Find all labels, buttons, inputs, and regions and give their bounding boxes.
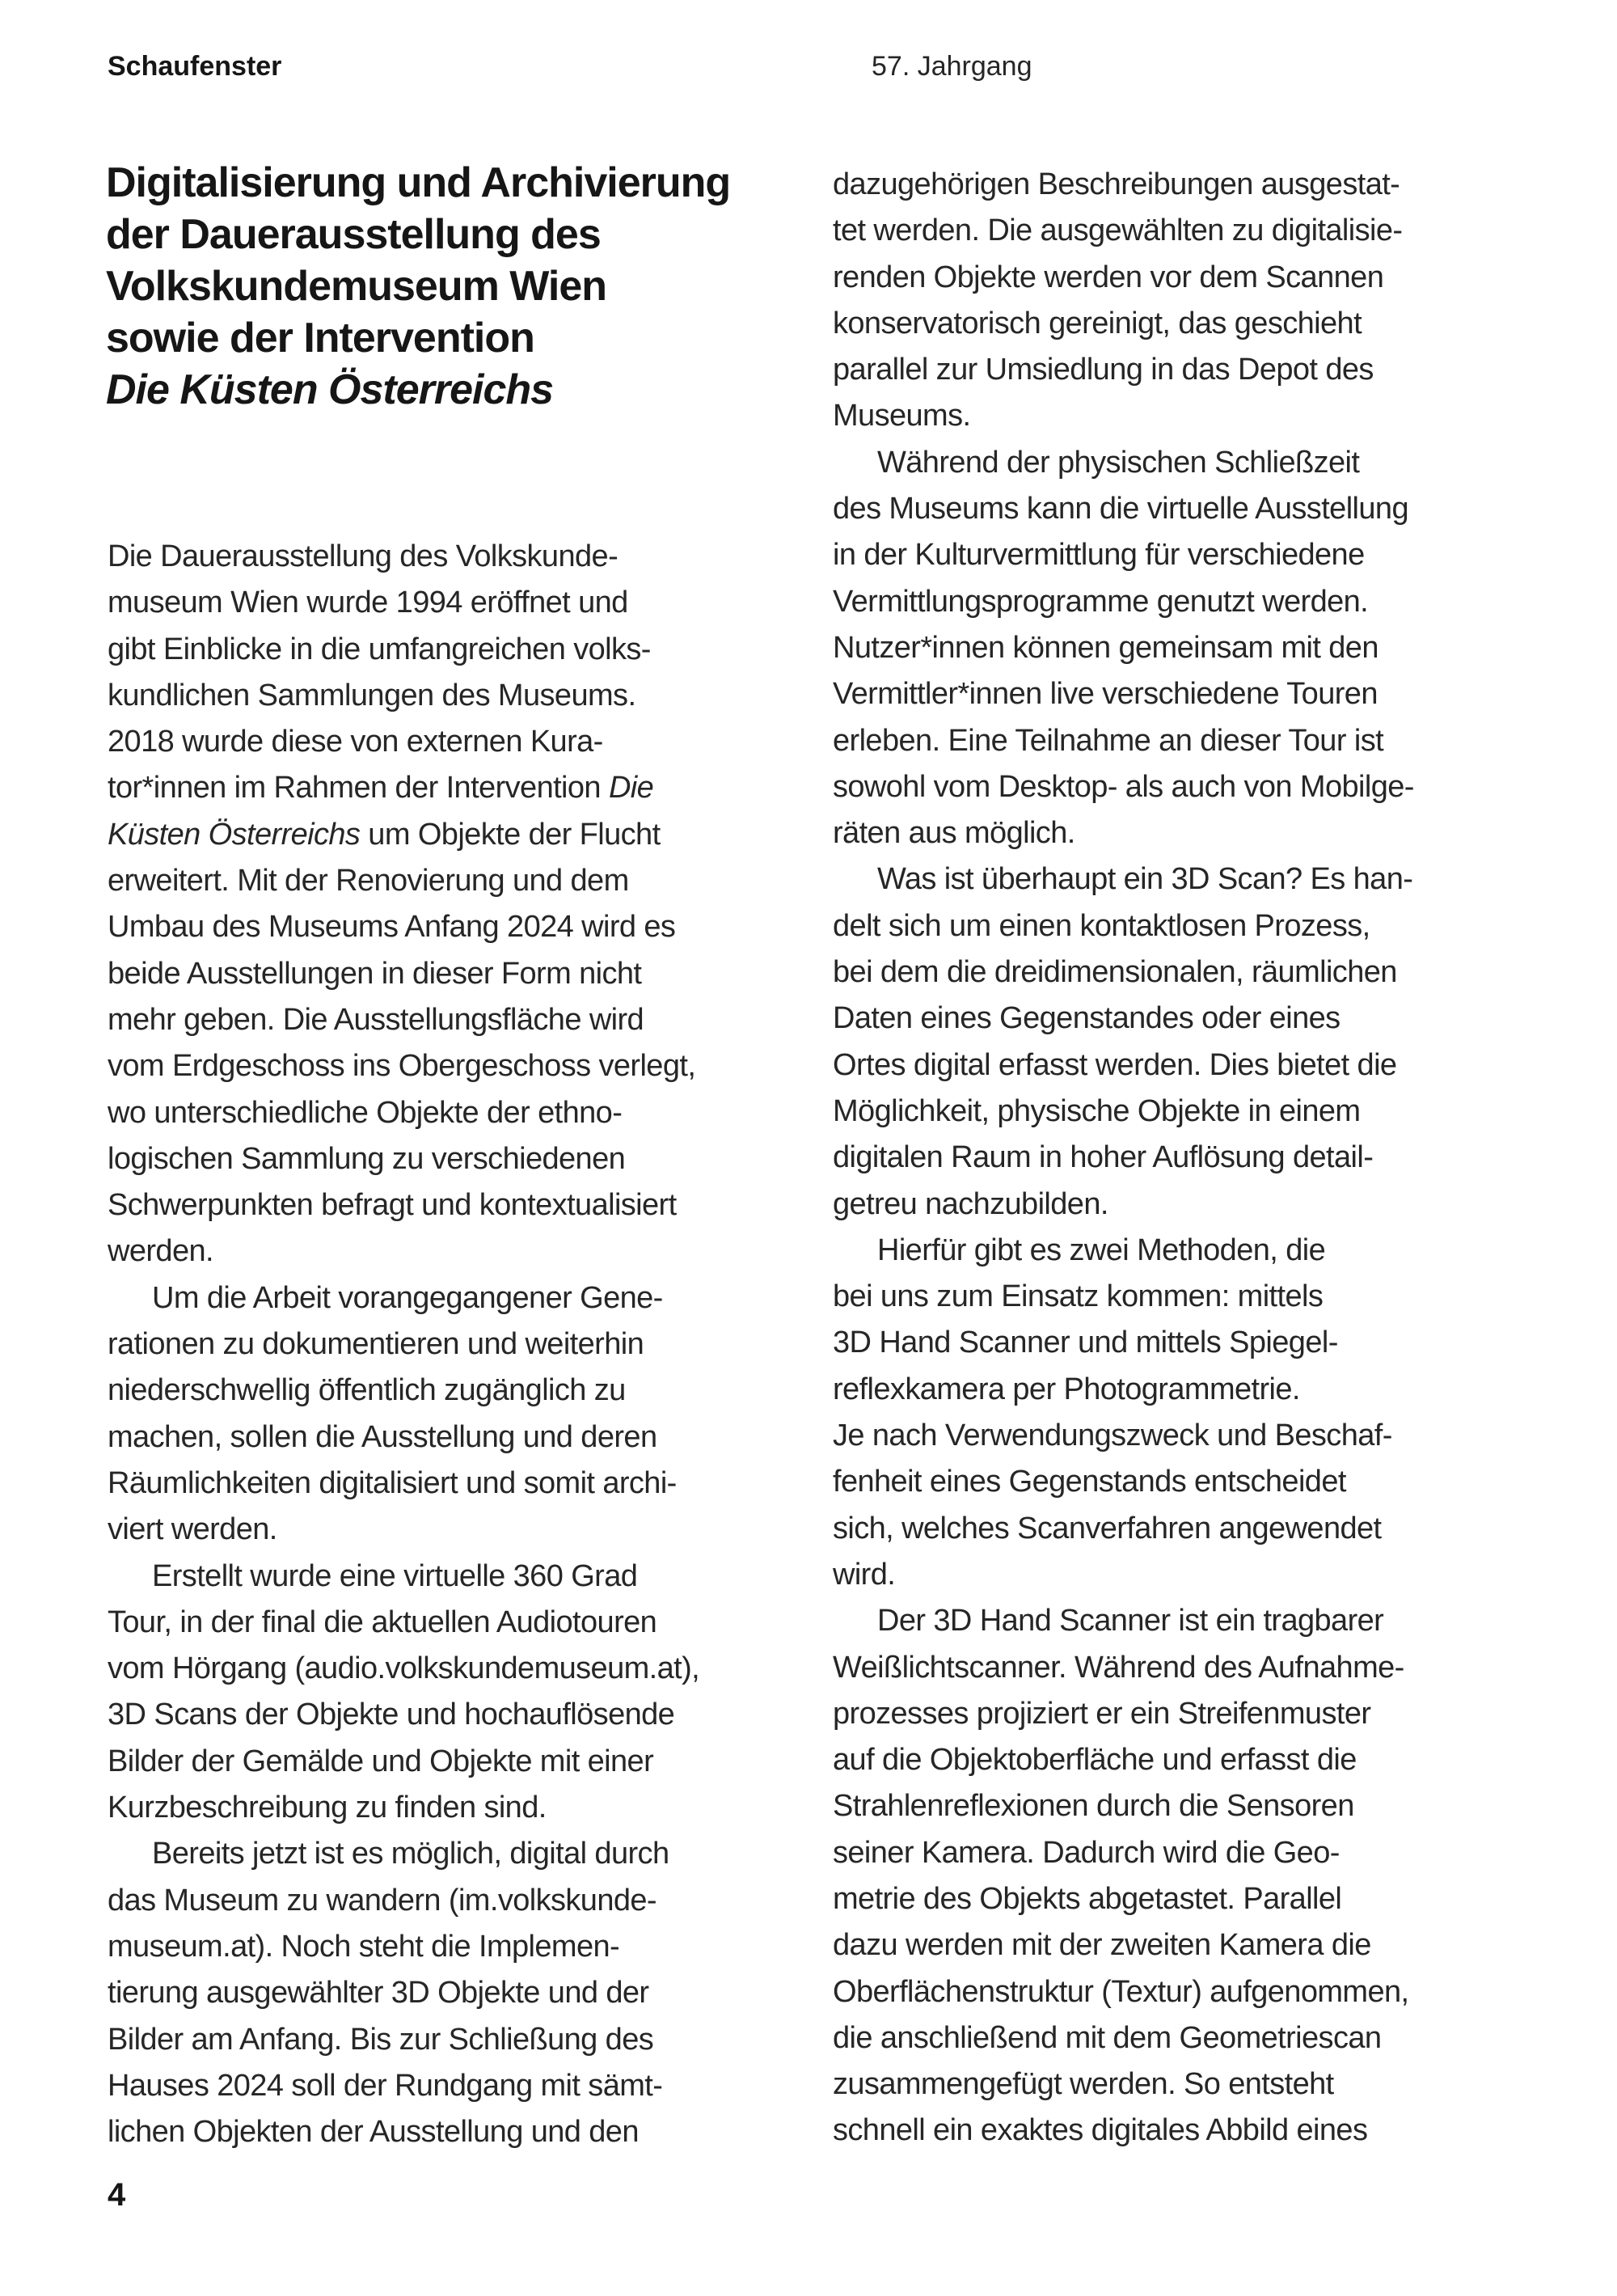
title-line: Die Küsten Österreichs: [106, 366, 554, 413]
text-line: digitalen Raum in hoher Auflösung detail-: [833, 1140, 1374, 1175]
text-line: Hauses 2024 soll der Rundgang mit sämt-: [108, 2068, 663, 2103]
text-line: Nutzer*innen können gemeinsam mit den: [833, 630, 1378, 665]
text-line: in der Kulturvermittlung für verschiedene: [833, 538, 1365, 573]
text-line: Bereits jetzt ist es möglich, digital durch: [152, 1837, 669, 1871]
text-line: Weißlichtscanner. Während des Aufnahme-: [833, 1650, 1404, 1685]
text-column-right: [833, 162, 1520, 2154]
text-line: Strahlenreflexionen durch die Sensoren: [833, 1789, 1354, 1824]
title-line: der Dauerausstellung des: [106, 211, 601, 258]
text-line: konservatorisch gereinigt, das geschieht: [833, 306, 1362, 340]
text-line: bei uns zum Einsatz kommen: mittels: [833, 1279, 1324, 1314]
text-line: erleben. Eine Teilnahme an dieser Tour ist: [833, 723, 1384, 758]
text-line: viert werden.: [108, 1512, 277, 1547]
text-line: reflexkamera per Photogrammetrie.: [833, 1372, 1300, 1406]
text-line: 3D Scans der Objekte und hochauflösende: [108, 1698, 675, 1732]
text-line: das Museum zu wandern (im.volkskunde-: [108, 1883, 657, 1918]
text-line: Bilder am Anfang. Bis zur Schließung des: [108, 2022, 654, 2057]
text-line: seiner Kamera. Dadurch wird die Geo-: [833, 1835, 1340, 1870]
text-line: auf die Objektoberfläche und erfasst die: [833, 1743, 1357, 1778]
text-line: 3D Hand Scanner und mittels Spiegel-: [833, 1326, 1338, 1360]
text-line: vom Hörgang (audio.volkskundemuseum.at),: [108, 1651, 700, 1686]
text-line: Je nach Verwendungszweck und Beschaf-: [833, 1419, 1392, 1453]
text-line: schnell ein exaktes digitales Abbild eines: [833, 2113, 1368, 2148]
article-title: [106, 157, 730, 416]
text-line: erweitert. Mit der Renovierung und dem: [108, 864, 629, 899]
text-line: dazugehörigen Beschreibungen ausgestat-: [833, 167, 1400, 201]
text-line: getreu nachzubilden.: [833, 1186, 1108, 1221]
text-line: Hierfür gibt es zwei Methoden, die: [877, 1233, 1326, 1267]
text-line: fenheit eines Gegenstands entscheidet: [833, 1465, 1346, 1499]
text-line: Umbau des Museums Anfang 2024 wird es: [108, 910, 676, 945]
text-line: mehr geben. Die Ausstellungsfläche wird: [108, 1002, 644, 1037]
text-line: Kurzbeschreibung zu finden sind.: [108, 1791, 547, 1825]
text-line: Vermittlungsprogramme genutzt werden.: [833, 584, 1369, 619]
text-line: wo unterschiedliche Objekte der ethno-: [108, 1095, 623, 1130]
text-line: des Museums kann die virtuelle Ausstellung: [833, 492, 1408, 526]
text-line: Die Dauerausstellung des Volkskunde-: [108, 539, 619, 573]
text-line: zusammengefügt werden. So entsteht: [833, 2067, 1334, 2102]
text-line: sowohl vom Desktop- als auch von Mobilge-: [833, 769, 1414, 804]
text-line: sich, welches Scanverfahren angewendet: [833, 1511, 1382, 1545]
header-volume-label: 57. Jahrgang: [872, 51, 1032, 82]
text-line: parallel zur Umsiedlung in das Depot des: [833, 353, 1374, 387]
text-line: delt sich um einen kontaktlosen Prozess,: [833, 908, 1370, 943]
text-line: Daten eines Gegenstandes oder eines: [833, 1001, 1340, 1036]
text-line: Erstellt wurde eine virtuelle 360 Grad: [152, 1558, 638, 1593]
text-line: machen, sollen die Ausstellung und deren: [108, 1419, 657, 1454]
text-line: beide Ausstellungen in dieser Form nicht: [108, 956, 642, 991]
page-number: 4: [108, 2177, 126, 2213]
text-line: Ortes digital erfasst werden. Dies bietet die: [833, 1047, 1397, 1082]
text-line: Tour, in der final die aktuellen Audiotouren: [108, 1605, 657, 1639]
text-line: bei dem die dreidimensionalen, räumlichen: [833, 955, 1397, 990]
text-line: logischen Sammlung zu verschiedenen: [108, 1141, 626, 1176]
text-line: niederschwellig öffentlich zugänglich zu: [108, 1373, 626, 1408]
text-line: kundlichen Sammlungen des Museums.: [108, 678, 636, 712]
text-line: tet werden. Die ausgewählten zu digitalisie-: [833, 214, 1403, 248]
text-line: prozesses projiziert er ein Streifenmuster: [833, 1696, 1371, 1731]
title-line: sowie der Intervention: [106, 315, 534, 362]
text-line: Museums.: [833, 399, 971, 433]
text-line: Küsten Österreichs um Objekte der Flucht: [108, 817, 661, 852]
text-line: renden Objekte werden vor dem Scannen: [833, 260, 1384, 294]
text-line: Was ist überhaupt ein 3D Scan? Es han-: [877, 862, 1413, 897]
text-line: Oberflächenstruktur (Textur) aufgenommen,: [833, 1974, 1409, 2009]
text-line: Schwerpunkten befragt und kontextualisiert: [108, 1188, 677, 1223]
text-line: Bilder der Gemälde und Objekte mit einer: [108, 1744, 654, 1778]
text-line: Räumlichkeiten digitalisiert und somit archi-: [108, 1465, 677, 1500]
text-line: Der 3D Hand Scanner ist ein tragbarer: [877, 1604, 1384, 1638]
text-line: tierung ausgewählter 3D Objekte und der: [108, 1976, 649, 2011]
text-line: Vermittler*innen live verschiedene Touren: [833, 677, 1378, 712]
text-line: dazu werden mit der zweiten Kamera die: [833, 1928, 1371, 1963]
text-line: werden.: [108, 1234, 213, 1269]
header-section-label: Schaufenster: [108, 51, 282, 82]
text-line: gibt Einblicke in die umfangreichen volks-: [108, 632, 651, 666]
title-line: Digitalisierung und Archivierung: [106, 159, 731, 206]
text-line: Während der physischen Schließzeit: [877, 445, 1360, 480]
text-column-left: [108, 534, 791, 2155]
text-line: lichen Objekten der Ausstellung und den: [108, 2115, 639, 2150]
text-line: rationen zu dokumentieren und weiterhin: [108, 1327, 644, 1362]
text-line: 2018 wurde diese von externen Kura-: [108, 725, 603, 759]
text-line: die anschließend mit dem Geometriescan: [833, 2020, 1382, 2055]
text-line: vom Erdgeschoss ins Obergeschoss verlegt,: [108, 1049, 696, 1084]
text-line: wird.: [833, 1557, 896, 1592]
title-line: Volkskundemuseum Wien: [106, 263, 607, 310]
text-line: museum Wien wurde 1994 eröffnet und: [108, 586, 628, 620]
text-line: tor*innen im Rahmen der Intervention Die: [108, 771, 654, 806]
text-line: metrie des Objekts abgetastet. Parallel: [833, 1881, 1342, 1916]
text-line: Um die Arbeit vorangegangener Gene-: [152, 1280, 663, 1315]
text-line: museum.at). Noch steht die Implemen-: [108, 1929, 620, 1964]
text-line: räten aus möglich.: [833, 816, 1075, 851]
text-line: Möglichkeit, physische Objekte in einem: [833, 1093, 1361, 1128]
